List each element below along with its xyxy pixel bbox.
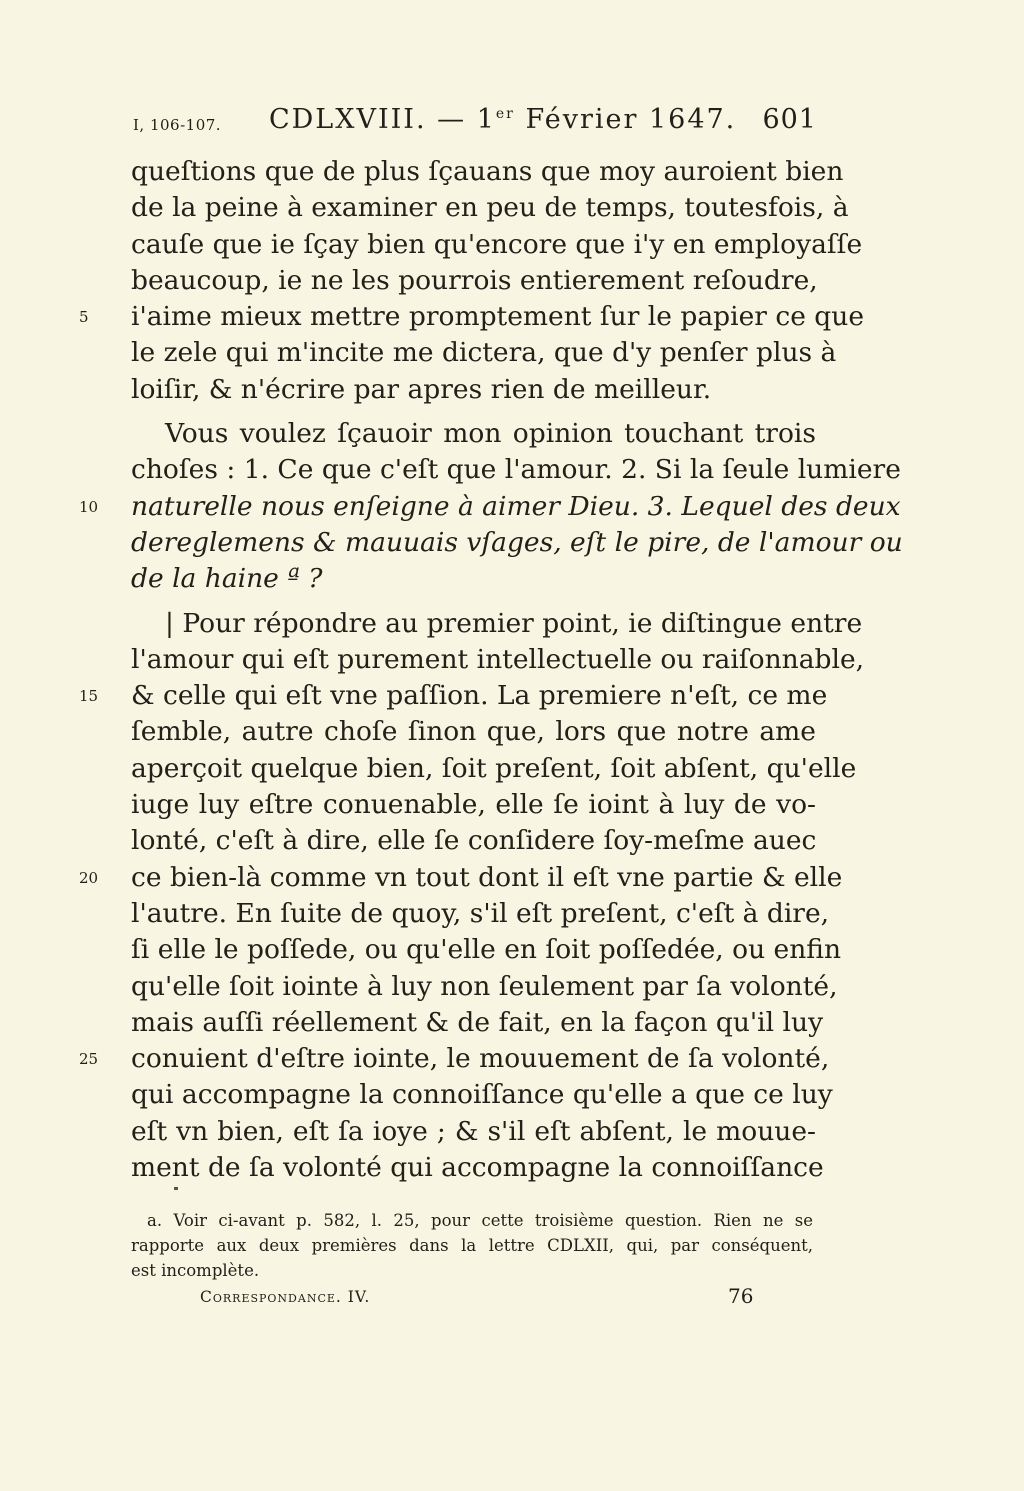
text-line (131, 969, 838, 1005)
line-text: qu'elle ſoit iointe à luy non ſeulement par ſa volonté, (131, 970, 838, 1002)
body-text (79, 154, 903, 1186)
footnote-line: rapporte aux deux premières dans la lettre CDLXII, qui, par conséquent, (131, 1236, 813, 1255)
line-text: le zele qui m'incite me dictera, que d'y penſer plus à (131, 337, 837, 369)
line-text: ſi elle le poſſede, ou qu'elle en ſoit poſſedée, ou enfin (131, 934, 842, 966)
text-line (131, 561, 816, 597)
line-text: eſt vn bien, eſt ſa ioye ; & s'il eſt abſent, le mouue- (131, 1115, 816, 1147)
text-line (79, 1041, 830, 1077)
paragraph-gap (131, 408, 816, 416)
text-line (79, 678, 828, 714)
text-line (131, 606, 863, 642)
text-line (131, 1077, 833, 1113)
text-line (131, 335, 837, 371)
line-text: & celle qui eſt vne paſſion. La premiere n'eſt, ce me (131, 680, 828, 712)
text-line (131, 932, 842, 968)
text-line (131, 372, 816, 408)
header-title-rest: Février 1647. (514, 104, 737, 135)
header-title (269, 104, 736, 135)
footnote-line: est incomplète. (131, 1261, 260, 1280)
text-line (131, 787, 816, 823)
line-number: 10 (79, 497, 99, 516)
text-line (131, 154, 844, 190)
footnote-separator (174, 1187, 178, 1190)
line-text: ce bien-là comme vn tout dont il eſt vne partie & elle (131, 861, 843, 893)
text-line (131, 452, 901, 488)
line-text: lonté, c'eſt à dire, elle ſe conſidere ſoy-meſme auec (131, 825, 817, 857)
text-line (131, 642, 865, 678)
signature-number: 76 (728, 1284, 754, 1308)
line-text: beaucoup, ie ne les pourrois entierement reſoudre, (131, 264, 818, 296)
text-line (131, 823, 816, 859)
line-text: mais auſſi réellement & de fait, en la façon qu'il luy (131, 1006, 824, 1038)
line-text: loiſir, & n'écrire par apres rien de meilleur. (131, 373, 712, 405)
line-text: naturelle nous enſeigne à aimer Dieu. 3. Lequel des deux (131, 490, 901, 522)
text-line (79, 299, 865, 335)
line-text: de la haine ª ? (131, 563, 323, 595)
page-number: 601 (762, 104, 817, 135)
text-line (131, 714, 816, 750)
line-number: 25 (79, 1050, 99, 1069)
line-text: queſtions que de plus ſçauans que moy auroient bien (131, 156, 844, 187)
line-number: 20 (79, 868, 99, 887)
line-text: de la peine à examiner en peu de temps, toutesfois, à (131, 192, 849, 224)
line-number: 5 (79, 308, 89, 327)
line-text: aperçoit quelque bien, ſoit preſent, ſoit abſent, qu'elle (131, 752, 857, 784)
header-title-sup: er (495, 106, 515, 122)
footnote-line: a. Voir ci-avant p. 582, l. 25, pour cette troisième question. Rien ne se (147, 1211, 813, 1230)
text-line (131, 1150, 824, 1186)
text-line (131, 751, 857, 787)
line-text: i'aime mieux mettre promptement ſur le papier ce que (131, 301, 865, 333)
line-text: l'amour qui eſt purement intellectuelle ou raiſonnable, (131, 643, 865, 675)
line-text: ment de ſa volonté qui accompagne la connoiſſance (131, 1152, 824, 1184)
signature-label: Correspondance. IV. (200, 1288, 371, 1306)
line-text: cauſe que ie ſçay bien qu'encore que i'y en employaſſe (131, 228, 863, 260)
line-text: dereglemens & mauuais vſages, eſt le pire, de l'amour ou (131, 526, 903, 558)
running-header (131, 104, 817, 144)
header-reference: I, 106-107. (133, 116, 222, 134)
line-text: | Pour répondre au premier point, ie diſtingue entre (165, 607, 863, 639)
text-line (131, 190, 849, 226)
text-line (79, 860, 843, 896)
line-text: Vous voulez ſçauoir mon opinion touchant trois (165, 418, 816, 450)
text-line (79, 489, 901, 525)
line-text: ſemble, autre choſe ſinon que, lors que notre ame (131, 716, 816, 748)
line-text: conuient d'eſtre iointe, le mouuement de ſa volonté, (131, 1043, 830, 1075)
text-line (131, 1005, 824, 1041)
text-line (131, 525, 903, 561)
line-number: 15 (79, 687, 99, 706)
text-line (131, 263, 816, 299)
footnote (131, 1208, 813, 1283)
line-text: choſes : 1. Ce que c'eſt que l'amour. 2. Si la ſeule lumiere (131, 454, 901, 486)
paragraph-gap (131, 598, 816, 606)
text-line (131, 1114, 816, 1150)
line-text: qui accompagne la connoiſſance qu'elle a que ce luy (131, 1079, 833, 1111)
text-line (131, 416, 816, 452)
header-title-main: CDLXVIII. — 1 (269, 104, 496, 135)
text-line (131, 227, 863, 263)
text-line (131, 896, 830, 932)
line-text: iuge luy eſtre conuenable, elle ſe ioint à luy de vo- (131, 789, 816, 821)
line-text: l'autre. En ſuite de quoy, s'il eſt preſent, c'eſt à dire, (131, 897, 830, 929)
